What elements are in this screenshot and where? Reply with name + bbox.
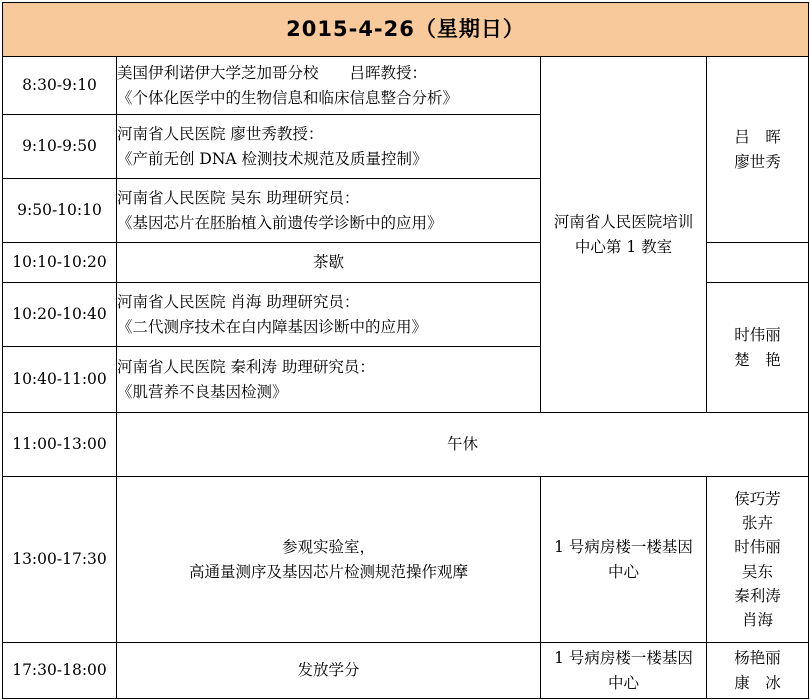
venue-line: 1 号病房楼一楼基因 (554, 538, 693, 557)
time-cell: 17:30-18:00 (3, 643, 117, 699)
talk-title: 《肌营养不良基因检测》 (117, 382, 288, 401)
activity-line: 参观实验室， (281, 538, 375, 557)
time-cell: 9:50-10:10 (3, 179, 117, 243)
session-cell (117, 477, 541, 643)
table-row (3, 643, 809, 699)
host-name: 康 冰 (734, 673, 781, 692)
host-name: 张卉 (742, 514, 774, 533)
venue-line: 1 号病房楼一楼基因 (554, 649, 693, 668)
host-name: 楚 艳 (734, 350, 781, 369)
table-row (3, 477, 809, 643)
day-title: 2015-4-26（星期日） (3, 3, 809, 57)
time-cell: 10:10-10:20 (3, 243, 117, 283)
session-cell (117, 179, 541, 243)
host-name: 廖世秀 (734, 152, 781, 171)
break-cell: 茶歇 (117, 243, 541, 283)
venue-cell-morning (541, 57, 707, 413)
table-row (3, 57, 809, 115)
host-name: 秦利涛 (734, 586, 781, 605)
talk-title: 《二代测序技术在白内障基因诊断中的应用》 (117, 317, 428, 336)
activity-line: 高通量测序及基因芯片检测规范操作观摩 (188, 562, 468, 581)
host-name: 肖海 (742, 610, 774, 629)
speaker-line: 河南省人民医院 秦利涛 助理研究员： (117, 358, 375, 377)
venue-cell-visit (541, 477, 707, 643)
speaker-line: 河南省人民医院 廖世秀教授： (117, 125, 324, 144)
venue-line: 中心第 1 教室 (574, 237, 673, 256)
session-cell (117, 115, 541, 179)
title-row (3, 3, 809, 57)
speaker-line: 河南省人民医院 肖海 助理研究员： (117, 293, 360, 312)
host-name: 杨艳丽 (734, 649, 781, 668)
session-cell (117, 283, 541, 347)
talk-title: 《产前无创 DNA 检测技术规范及质量控制》 (117, 149, 428, 168)
time-cell: 9:10-9:50 (3, 115, 117, 179)
session-cell (117, 57, 541, 115)
host-cell-3 (707, 477, 809, 643)
talk-title: 《基因芯片在胚胎植入前遗传学诊断中的应用》 (117, 213, 443, 232)
talk-title: 《个体化医学中的生物信息和临床信息整合分析》 (117, 88, 459, 107)
host-name: 侯巧芳 (734, 490, 781, 509)
schedule-table (2, 2, 809, 699)
host-name: 时伟丽 (734, 538, 781, 557)
venue-line: 河南省人民医院培训 (553, 213, 694, 232)
speaker-line: 美国伊利诺伊大学芝加哥分校 吕晖教授： (117, 64, 428, 83)
host-cell-4 (707, 643, 809, 699)
venue-cell-credit (541, 643, 707, 699)
credit-cell: 发放学分 (117, 643, 541, 699)
time-cell: 13:00-17:30 (3, 477, 117, 643)
venue-line: 中心 (607, 562, 639, 581)
host-cell-empty (707, 243, 809, 283)
host-cell-1 (707, 57, 809, 243)
host-cell-2 (707, 283, 809, 413)
host-name: 吴东 (742, 562, 774, 581)
lunch-cell: 午休 (117, 413, 809, 477)
host-name: 时伟丽 (734, 326, 781, 345)
time-cell: 10:20-10:40 (3, 283, 117, 347)
time-cell: 11:00-13:00 (3, 413, 117, 477)
host-name: 吕 晖 (734, 128, 781, 147)
table-row (3, 413, 809, 477)
session-cell (117, 347, 541, 413)
time-cell: 8:30-9:10 (3, 57, 117, 115)
speaker-line: 河南省人民医院 吴东 助理研究员： (117, 189, 360, 208)
time-cell: 10:40-11:00 (3, 347, 117, 413)
venue-line: 中心 (607, 673, 639, 692)
